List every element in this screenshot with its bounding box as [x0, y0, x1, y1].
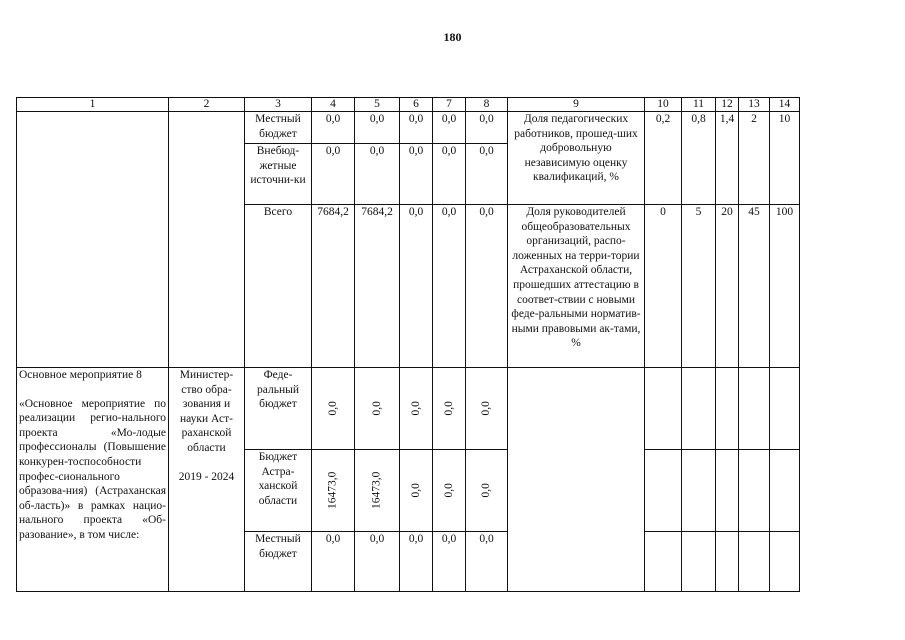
header-cell: 1	[17, 98, 169, 112]
value-cell	[355, 450, 400, 532]
value-cell	[466, 368, 508, 450]
empty-cell	[17, 112, 169, 368]
empty-cell	[682, 532, 716, 592]
executor: Министер-ство обра-зования и науки Аст-раханской области	[179, 369, 234, 454]
value-cell: 0,0	[400, 205, 433, 368]
value: 0,0	[442, 401, 455, 416]
value-cell	[312, 112, 355, 205]
header-cell: 3	[245, 98, 312, 112]
indicator-cell: Доля руководителей общеобразовательных организаций, распо-ложенных на терри-тории Астраханской области, прошедших аттестацию в соответ-ствии с новыми феде-ральными норматив-ными правовыми ак-тами, %	[508, 205, 645, 368]
value: 0,0	[409, 483, 422, 498]
empty-cell	[682, 368, 716, 450]
value: 0,0	[433, 143, 466, 159]
value: 16473,0	[326, 471, 339, 510]
header-cell: 10	[645, 98, 682, 112]
empty-cell	[169, 112, 245, 368]
event-description: «Основное мероприятие по реализации регио-нального проекта «Мо-лодые профессионалы (Повышение конкурен-тоспособности профес-сионального образова-ния) (Астраханская об-ласть)» в рамках нацио-нального проекта «Об-разование», в том числе:	[19, 397, 166, 541]
page-number: 180	[443, 30, 462, 44]
value: 0,0	[370, 401, 383, 416]
source-federal: Феде-ральный бюджет	[245, 368, 312, 450]
empty-cell	[770, 450, 800, 532]
executor-cell	[169, 368, 245, 592]
source-extrabudgetary: Внебюд-жетные источни-ки	[245, 143, 312, 204]
empty-cell	[682, 450, 716, 532]
header-cell: 11	[682, 98, 716, 112]
value-cell: 0,0	[433, 532, 466, 592]
header-cell: 2	[169, 98, 245, 112]
table-row	[17, 368, 800, 450]
value-cell	[355, 112, 400, 205]
target-cell: 0,8	[682, 112, 716, 205]
value-cell	[355, 368, 400, 450]
value: 0,0	[466, 143, 508, 159]
empty-cell	[645, 532, 682, 592]
value-cell	[312, 368, 355, 450]
source-local: Местный бюджет	[245, 532, 312, 592]
target-cell: 20	[716, 205, 739, 368]
empty-cell	[739, 532, 770, 592]
table-row	[17, 112, 800, 205]
value: 0,0	[369, 113, 385, 125]
value-cell: 0,0	[466, 532, 508, 592]
header-cell: 6	[400, 98, 433, 112]
value: 0,0	[480, 483, 493, 498]
value-cell	[433, 112, 466, 205]
value: 0,0	[312, 143, 355, 159]
empty-cell	[739, 368, 770, 450]
empty-cell	[645, 450, 682, 532]
header-cell: 12	[716, 98, 739, 112]
header-cell: 4	[312, 98, 355, 112]
value: 0,0	[400, 143, 433, 159]
target-cell: 2	[739, 112, 770, 205]
header-cell: 13	[739, 98, 770, 112]
value-cell: 0,0	[312, 532, 355, 592]
funding-source-total: Всего	[245, 205, 312, 368]
target-cell: 1,4	[716, 112, 739, 205]
target-cell: 0	[645, 205, 682, 368]
value: 0,0	[409, 401, 422, 416]
empty-cell	[645, 368, 682, 450]
value: 0,0	[442, 483, 455, 498]
header-cell: 7	[433, 98, 466, 112]
event-cell	[17, 368, 169, 592]
target-cell: 100	[770, 205, 800, 368]
header-row	[17, 98, 800, 112]
value-cell	[400, 112, 433, 205]
value: 0,0	[480, 401, 493, 416]
empty-cell	[770, 368, 800, 450]
empty-cell	[739, 450, 770, 532]
indicator-cell: Доля педагогических работников, прошед-ших добровольную независимую оценку квалификаций, %	[508, 112, 645, 205]
value-cell: 0,0	[355, 532, 400, 592]
funding-source-cell	[245, 112, 312, 205]
period: 2019 - 2024	[178, 470, 235, 483]
empty-cell	[508, 368, 645, 592]
value-cell	[433, 450, 466, 532]
header-cell: 14	[770, 98, 800, 112]
value: 0,0	[326, 401, 339, 416]
value: 0,0	[355, 143, 400, 159]
value-cell	[400, 450, 433, 532]
value: 0,0	[479, 113, 494, 125]
value: 0,0	[408, 113, 424, 125]
value-cell	[400, 368, 433, 450]
value-cell: 0,0	[400, 532, 433, 592]
empty-cell	[716, 532, 739, 592]
target-cell: 5	[682, 205, 716, 368]
value-cell: 0,0	[433, 205, 466, 368]
target-cell: 45	[739, 205, 770, 368]
header-cell: 5	[355, 98, 400, 112]
empty-cell	[716, 450, 739, 532]
value-cell	[433, 368, 466, 450]
value-cell	[312, 450, 355, 532]
event-title: Основное мероприятие 8	[19, 369, 142, 381]
value: 16473,0	[370, 471, 383, 510]
value-cell	[466, 112, 508, 205]
target-cell: 0,2	[645, 112, 682, 205]
value-cell: 7684,2	[312, 205, 355, 368]
value-cell	[466, 450, 508, 532]
header-cell: 9	[508, 98, 645, 112]
value: 0,0	[441, 113, 457, 125]
empty-cell	[716, 368, 739, 450]
header-cell: 8	[466, 98, 508, 112]
source-local: Местный бюджет	[255, 113, 301, 140]
target-cell: 10	[770, 112, 800, 205]
value-cell: 0,0	[466, 205, 508, 368]
source-regional: Бюджет Астра-ханской области	[245, 450, 312, 532]
value: 0,0	[325, 113, 341, 125]
value-cell: 7684,2	[355, 205, 400, 368]
empty-cell	[770, 532, 800, 592]
program-table	[16, 97, 800, 592]
